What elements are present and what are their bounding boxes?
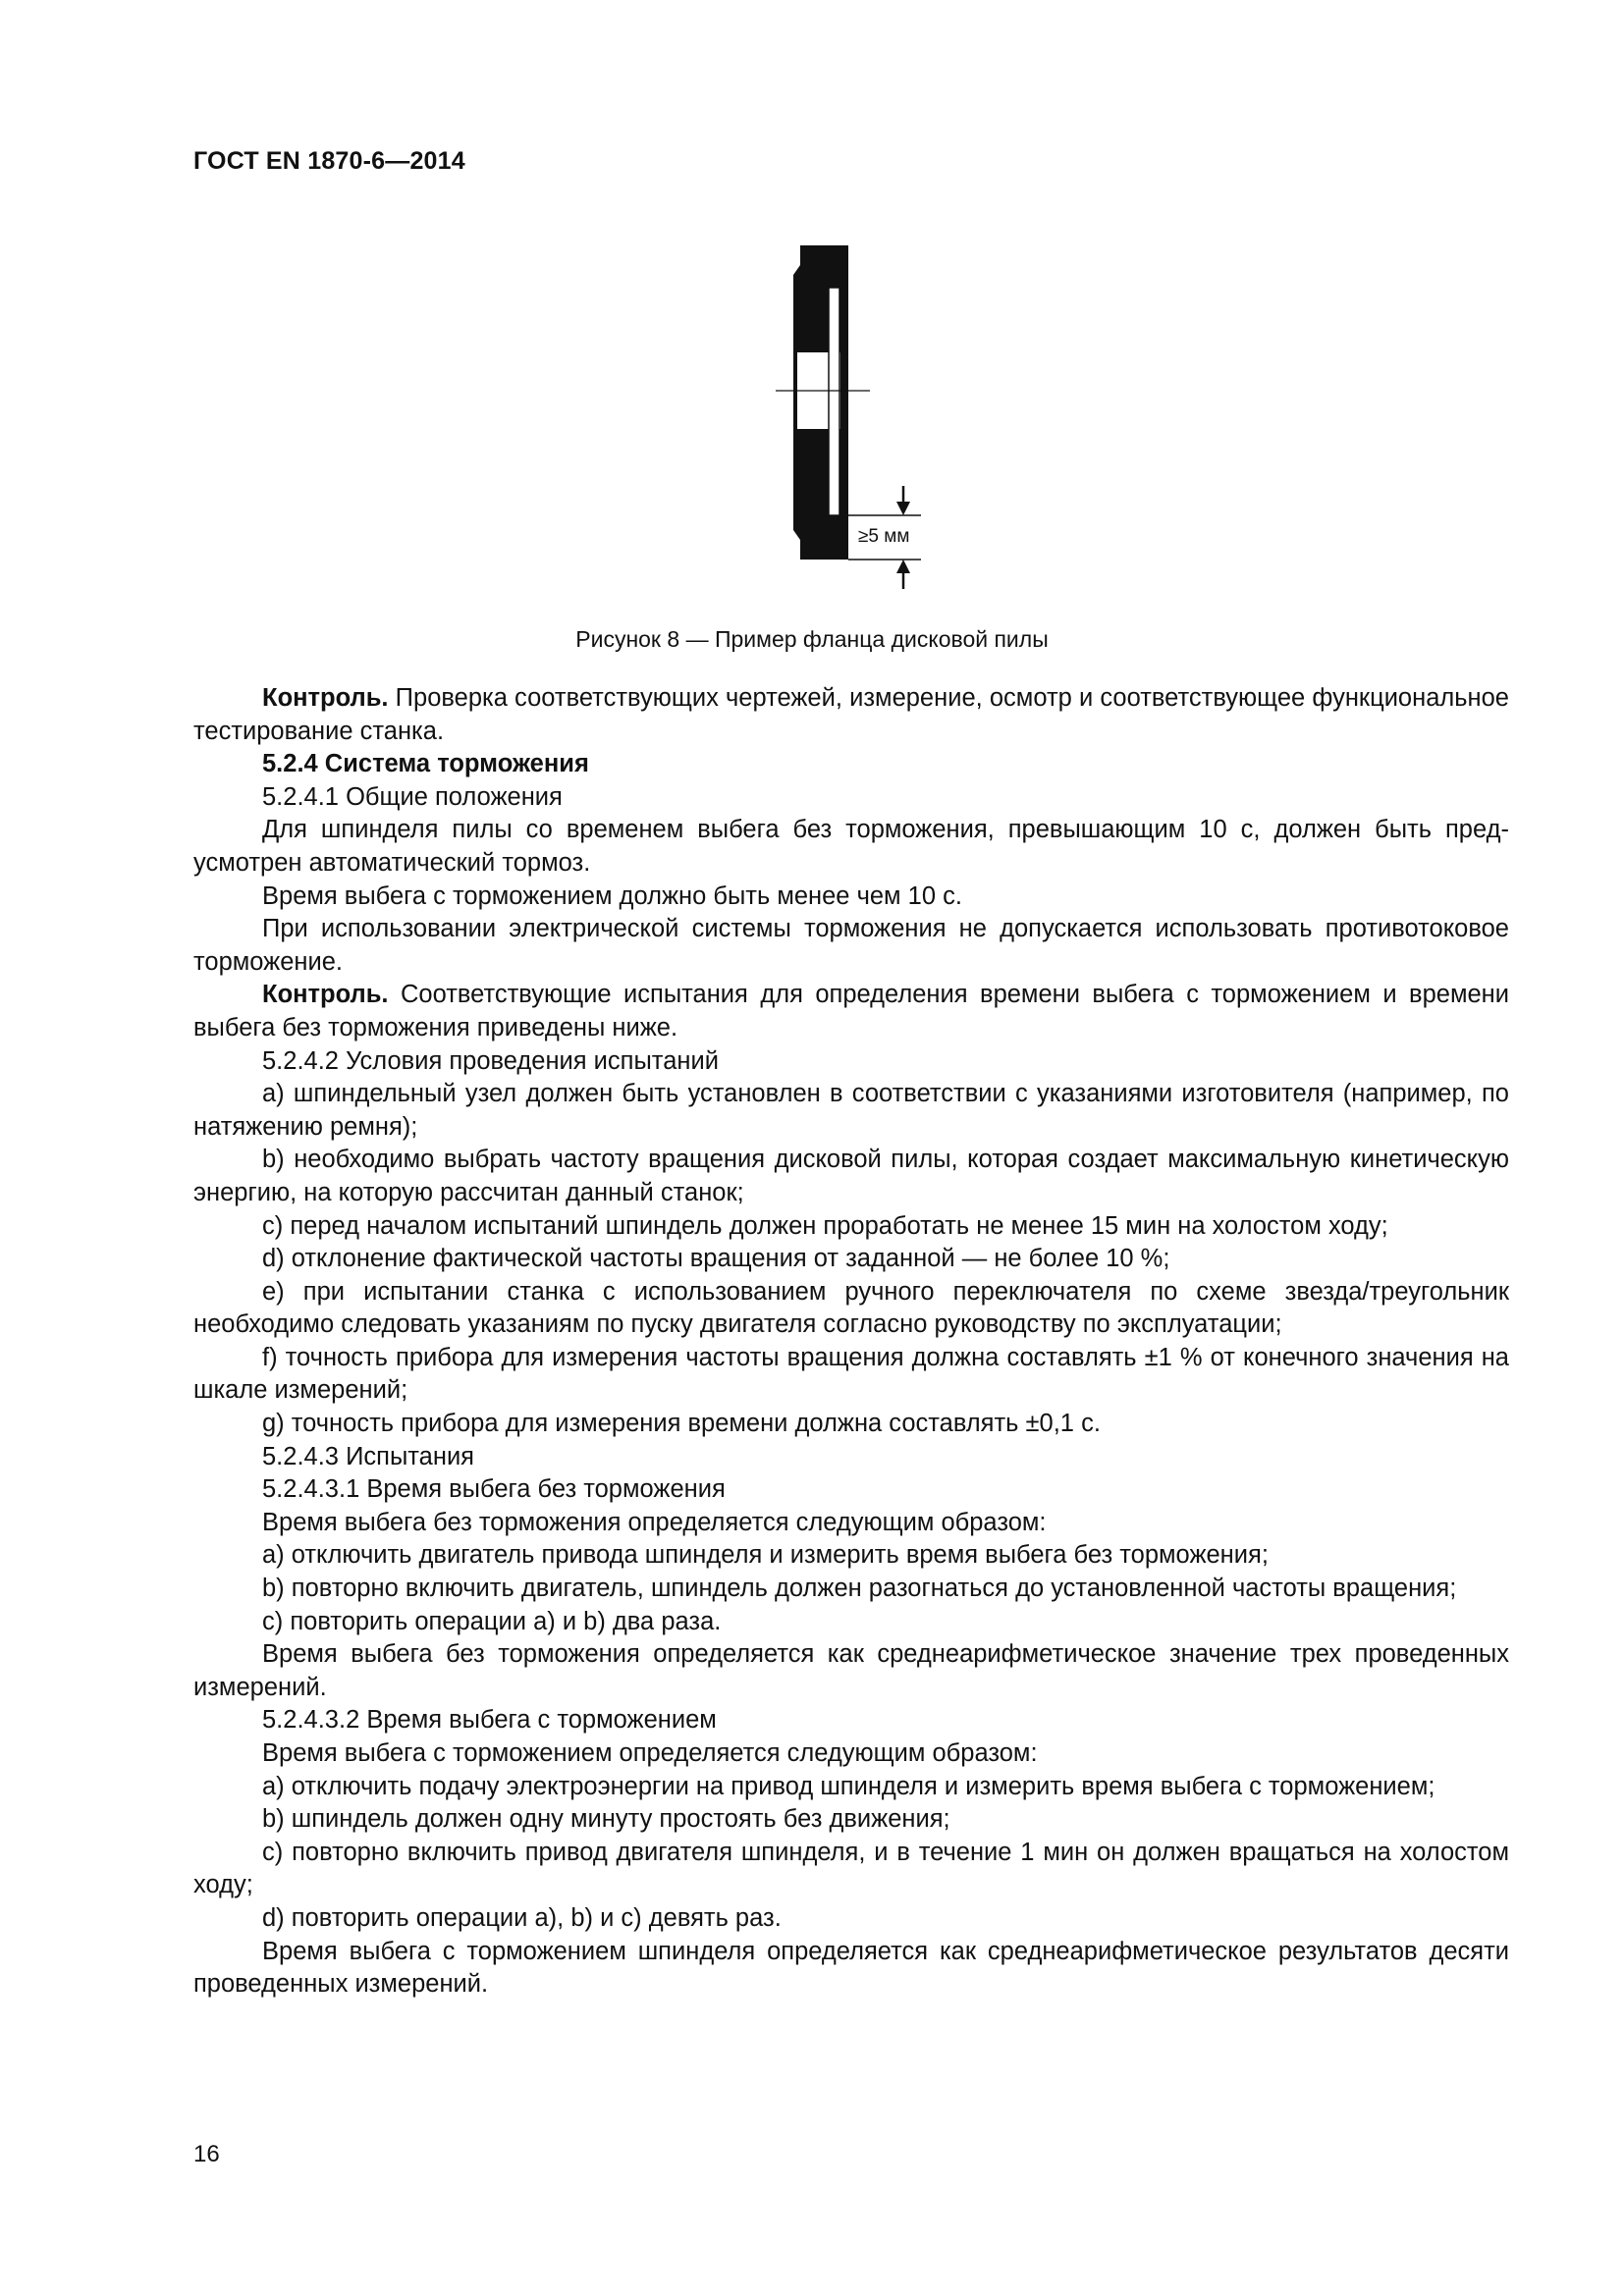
section-heading: 5.2.4 Система торможения bbox=[262, 750, 589, 778]
paragraph: Для шпинделя пилы со временем выбега без торможения, превышающим 10 с, должен быть предусмотрен автоматический тормоз. bbox=[193, 816, 1509, 877]
list-item: a) отключить подачу электроэнергии на привод шпинделя и измерить время выбега с торможением; bbox=[262, 1772, 1435, 1800]
list-item: b) необходимо выбрать частоту вращения дисковой пилы, которая создает максимальную кинетическую энергию, на которую рассчитан данный станок; bbox=[193, 1146, 1509, 1206]
saw-flange-figure bbox=[776, 240, 952, 594]
paragraph: Контроль. Проверка соответствующих чертежей, измерение, осмотр и соответствующее функциональное тестирование станка. bbox=[193, 684, 1509, 745]
list-item: g) точность прибора для измерения времени должна составлять ±0,1 с. bbox=[262, 1410, 1101, 1438]
list-item: b) шпиндель должен одну минуту простоять без движения; bbox=[262, 1805, 950, 1834]
list-item: b) повторно включить двигатель, шпиндель должен разогнаться до установленной частоты вращения; bbox=[262, 1575, 1457, 1603]
subsection-heading: 5.2.4.3.2 Время выбега с торможением bbox=[262, 1706, 717, 1735]
list-item: c) повторно включить привод двигателя шпинделя, и в течение 1 мин он должен вращаться на холостом ходу; bbox=[193, 1838, 1509, 1899]
paragraph: Время выбега с торможением определяется следующим образом: bbox=[262, 1739, 1038, 1767]
saw-flange-drawing bbox=[776, 240, 952, 594]
subsection-heading: 5.2.4.1 Общие положения bbox=[262, 782, 563, 811]
subsection-heading: 5.2.4.3 Испытания bbox=[262, 1442, 474, 1470]
list-item: d) повторить операции a), b) и c) девять раз. bbox=[262, 1903, 782, 1932]
list-item: a) отключить двигатель привода шпинделя и измерить время выбега без торможения; bbox=[262, 1541, 1269, 1570]
paragraph: Время выбега с торможением должно быть менее чем 10 с. bbox=[262, 881, 962, 910]
list-item: f) точность прибора для измерения частоты вращения должна составлять ±1 % от конечного значения на шкале измерений; bbox=[193, 1343, 1509, 1405]
figure-caption: Рисунок 8 — Пример фланца дисковой пилы bbox=[575, 626, 1049, 652]
document-header: ГОСТ EN 1870-6—2014 bbox=[193, 147, 465, 175]
paragraph: Контроль. Соответствующие испытания для определения времени выбега с торможением и времени выбега без торможения приведены ниже. bbox=[193, 981, 1509, 1041]
dimension-arrow-down bbox=[896, 502, 910, 515]
list-item: c) перед началом испытаний шпиндель должен проработать не менее 15 мин на холостом ходу; bbox=[262, 1211, 1388, 1240]
flange-recess bbox=[829, 288, 839, 515]
dimension-arrow-up bbox=[896, 560, 910, 573]
list-item: d) отклонение фактической частоты вращения от заданной — не более 10 %; bbox=[262, 1245, 1170, 1273]
list-item: e) при испытании станка с использованием ручного переключателя по схеме звезда/треугольник необходимо следовать указаниям по пуску двигателя согласно руководству по эксплуатации; bbox=[193, 1277, 1509, 1339]
paragraph: Время выбега без торможения определяется как среднеарифметическое значение трех проведенных измерений. bbox=[193, 1640, 1509, 1701]
paragraph: Время выбега с торможением шпинделя определяется как среднеарифметическое результатов десяти проведенных измерений. bbox=[193, 1937, 1509, 1999]
paragraph: Время выбега без торможения определяется следующим образом: bbox=[262, 1508, 1047, 1536]
subsection-heading: 5.2.4.3.1 Время выбега без торможения bbox=[262, 1475, 726, 1504]
page-number: 16 bbox=[193, 2141, 220, 2167]
document-body bbox=[193, 682, 1509, 2002]
list-item: a) шпиндельный узел должен быть установлен в соответствии с указаниями изготовителя (например, по натяжению ремня); bbox=[193, 1080, 1509, 1141]
paragraph: При использовании электрической системы торможения не допускается использовать противотоковое торможение. bbox=[193, 915, 1509, 976]
dimension-label: ≥5 мм bbox=[858, 526, 910, 547]
subsection-heading: 5.2.4.2 Условия проведения испытаний bbox=[262, 1046, 719, 1075]
list-item: c) повторить операции a) и b) два раза. bbox=[262, 1607, 722, 1635]
